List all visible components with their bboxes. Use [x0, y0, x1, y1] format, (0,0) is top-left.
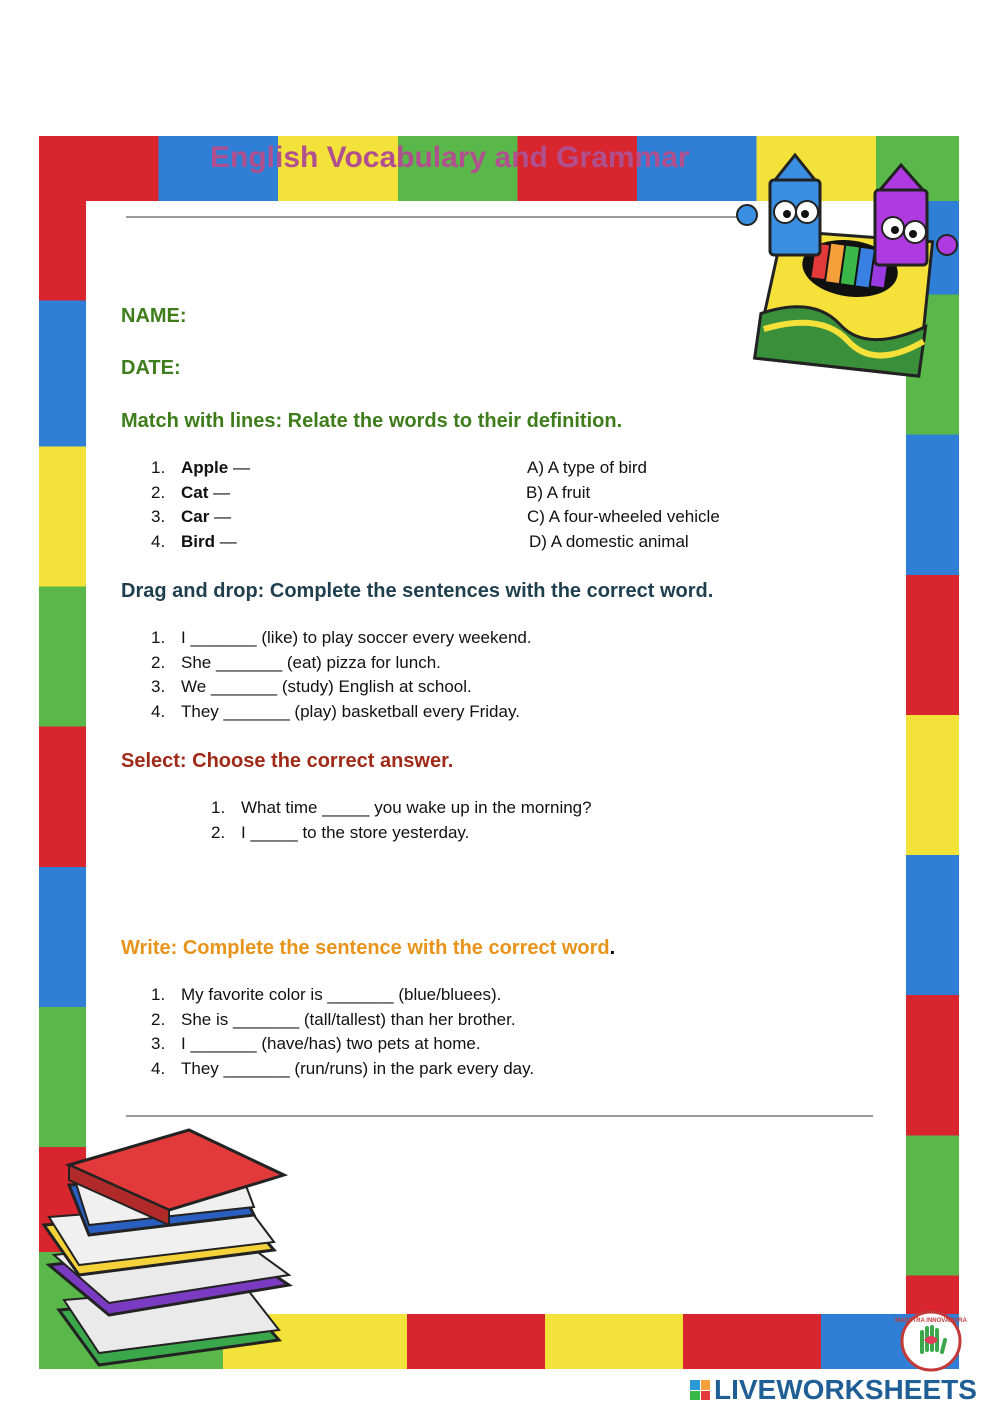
liveworksheets-logo-icon — [690, 1380, 710, 1400]
write-heading: Write: Complete the sentence with the correct word. — [121, 937, 616, 959]
worksheet-title: English Vocabulary and Grammar — [210, 141, 690, 174]
definition-item[interactable]: D) A domestic animal — [529, 531, 689, 551]
svg-text:MAESTRA INNOVADORA: MAESTRA INNOVADORA — [895, 1318, 967, 1324]
match-word-item[interactable]: 1. Apple — — [151, 458, 250, 477]
match-word: Car — [181, 507, 210, 526]
drag-sentence[interactable]: 4. They _______ (play) basketball every Friday. — [151, 701, 520, 721]
name-label: NAME: — [121, 305, 187, 327]
match-word-item[interactable]: 3. Car — — [151, 507, 232, 526]
top-divider — [126, 216, 746, 218]
drag-sentences-list — [151, 626, 532, 724]
match-heading: Match with lines: Relate the words to their definition. — [121, 410, 623, 432]
definition-item[interactable]: C) A four-wheeled vehicle — [527, 507, 720, 526]
liveworksheets-brand[interactable] — [690, 1374, 977, 1406]
select-questions-list — [211, 796, 592, 845]
write-sentence[interactable]: 4. They _______ (run/runs) in the park every day. — [151, 1058, 535, 1078]
brand-name: LIVEWORKSHEETS — [714, 1374, 977, 1405]
write-sentence[interactable]: 3. I _______ (have/has) two pets at home. — [151, 1034, 481, 1053]
match-word-item[interactable]: 4. Bird — — [151, 531, 237, 551]
crayon-box-illustration — [735, 150, 960, 385]
select-question[interactable]: 2. I _____ to the store yesterday. — [211, 822, 470, 842]
match-words-list — [151, 456, 250, 554]
drag-sentence[interactable]: 3. We _______ (study) English at school. — [151, 677, 472, 696]
select-question[interactable]: 1. What time _____ you wake up in the morning? — [211, 798, 592, 817]
bottom-divider — [126, 1115, 873, 1117]
definition-item[interactable]: B) A fruit — [526, 482, 591, 502]
write-sentence[interactable]: 2. She is _______ (tall/tallest) than her brother. — [151, 1009, 516, 1029]
drag-sentence[interactable]: 2. She _______ (eat) pizza for lunch. — [151, 652, 441, 672]
match-word: Cat — [181, 482, 209, 502]
definition-item[interactable]: A) A type of bird — [527, 458, 648, 477]
book-stack-illustration — [39, 1125, 309, 1370]
drag-sentence[interactable]: 1. I _______ (like) to play soccer every weekend. — [151, 628, 532, 647]
match-word-item[interactable]: 2. Cat — — [151, 482, 231, 502]
match-word: Apple — [181, 458, 229, 477]
maestra-innovadora-badge — [895, 1310, 967, 1372]
drag-heading: Drag and drop: Complete the sentences with the correct word. — [121, 580, 714, 602]
match-word: Bird — [181, 531, 215, 551]
match-definitions-list — [527, 456, 720, 554]
date-label: DATE: — [121, 357, 181, 379]
write-sentences-list — [151, 983, 534, 1081]
select-heading: Select: Choose the correct answer. — [121, 750, 454, 772]
write-sentence[interactable]: 1. My favorite color is _______ (blue/bluees). — [151, 985, 502, 1004]
